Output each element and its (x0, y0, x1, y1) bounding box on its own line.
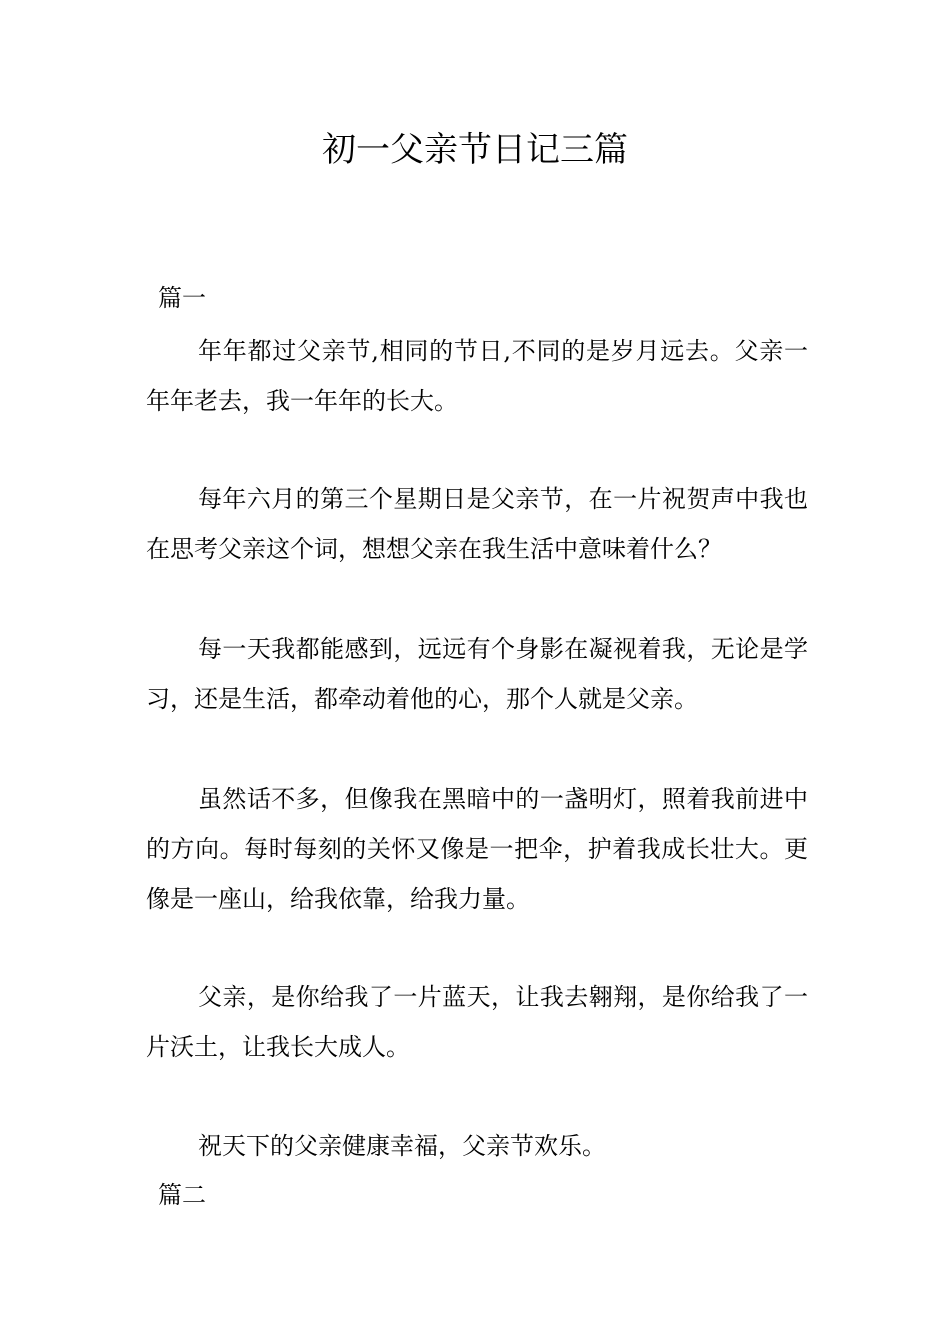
section-label-2: 篇二 (158, 1181, 206, 1209)
paragraph-5: 父亲，是你给我了一片蓝天，让我去翱翔，是你给我了一片沃土，让我长大成人。 (146, 983, 808, 1061)
paragraph-2: 每年六月的第三个星期日是父亲节，在一片祝贺声中我也在思考父亲这个词，想想父亲在我生活中意味着什么？ (146, 485, 808, 563)
paragraph-6: 祝天下的父亲健康幸福，父亲节欢乐。 (198, 1132, 606, 1160)
paragraph-1: 年年都过父亲节,相同的节日,不同的是岁月远去。父亲一年年老去，我一年年的长大。 (146, 337, 808, 415)
page-title: 初一父亲节日记三篇 (322, 130, 628, 170)
paragraph-3: 每一天我都能感到，远远有个身影在凝视着我，无论是学习，还是生活，都牵动着他的心，那个人就是父亲。 (146, 635, 808, 713)
paragraph-4: 虽然话不多，但像我在黑暗中的一盏明灯，照着我前进中的方向。每时每刻的关怀又像是一把伞，护着我成长壮大。更像是一座山，给我依靠，给我力量。 (146, 785, 808, 913)
section-label-1: 篇一 (158, 284, 206, 312)
